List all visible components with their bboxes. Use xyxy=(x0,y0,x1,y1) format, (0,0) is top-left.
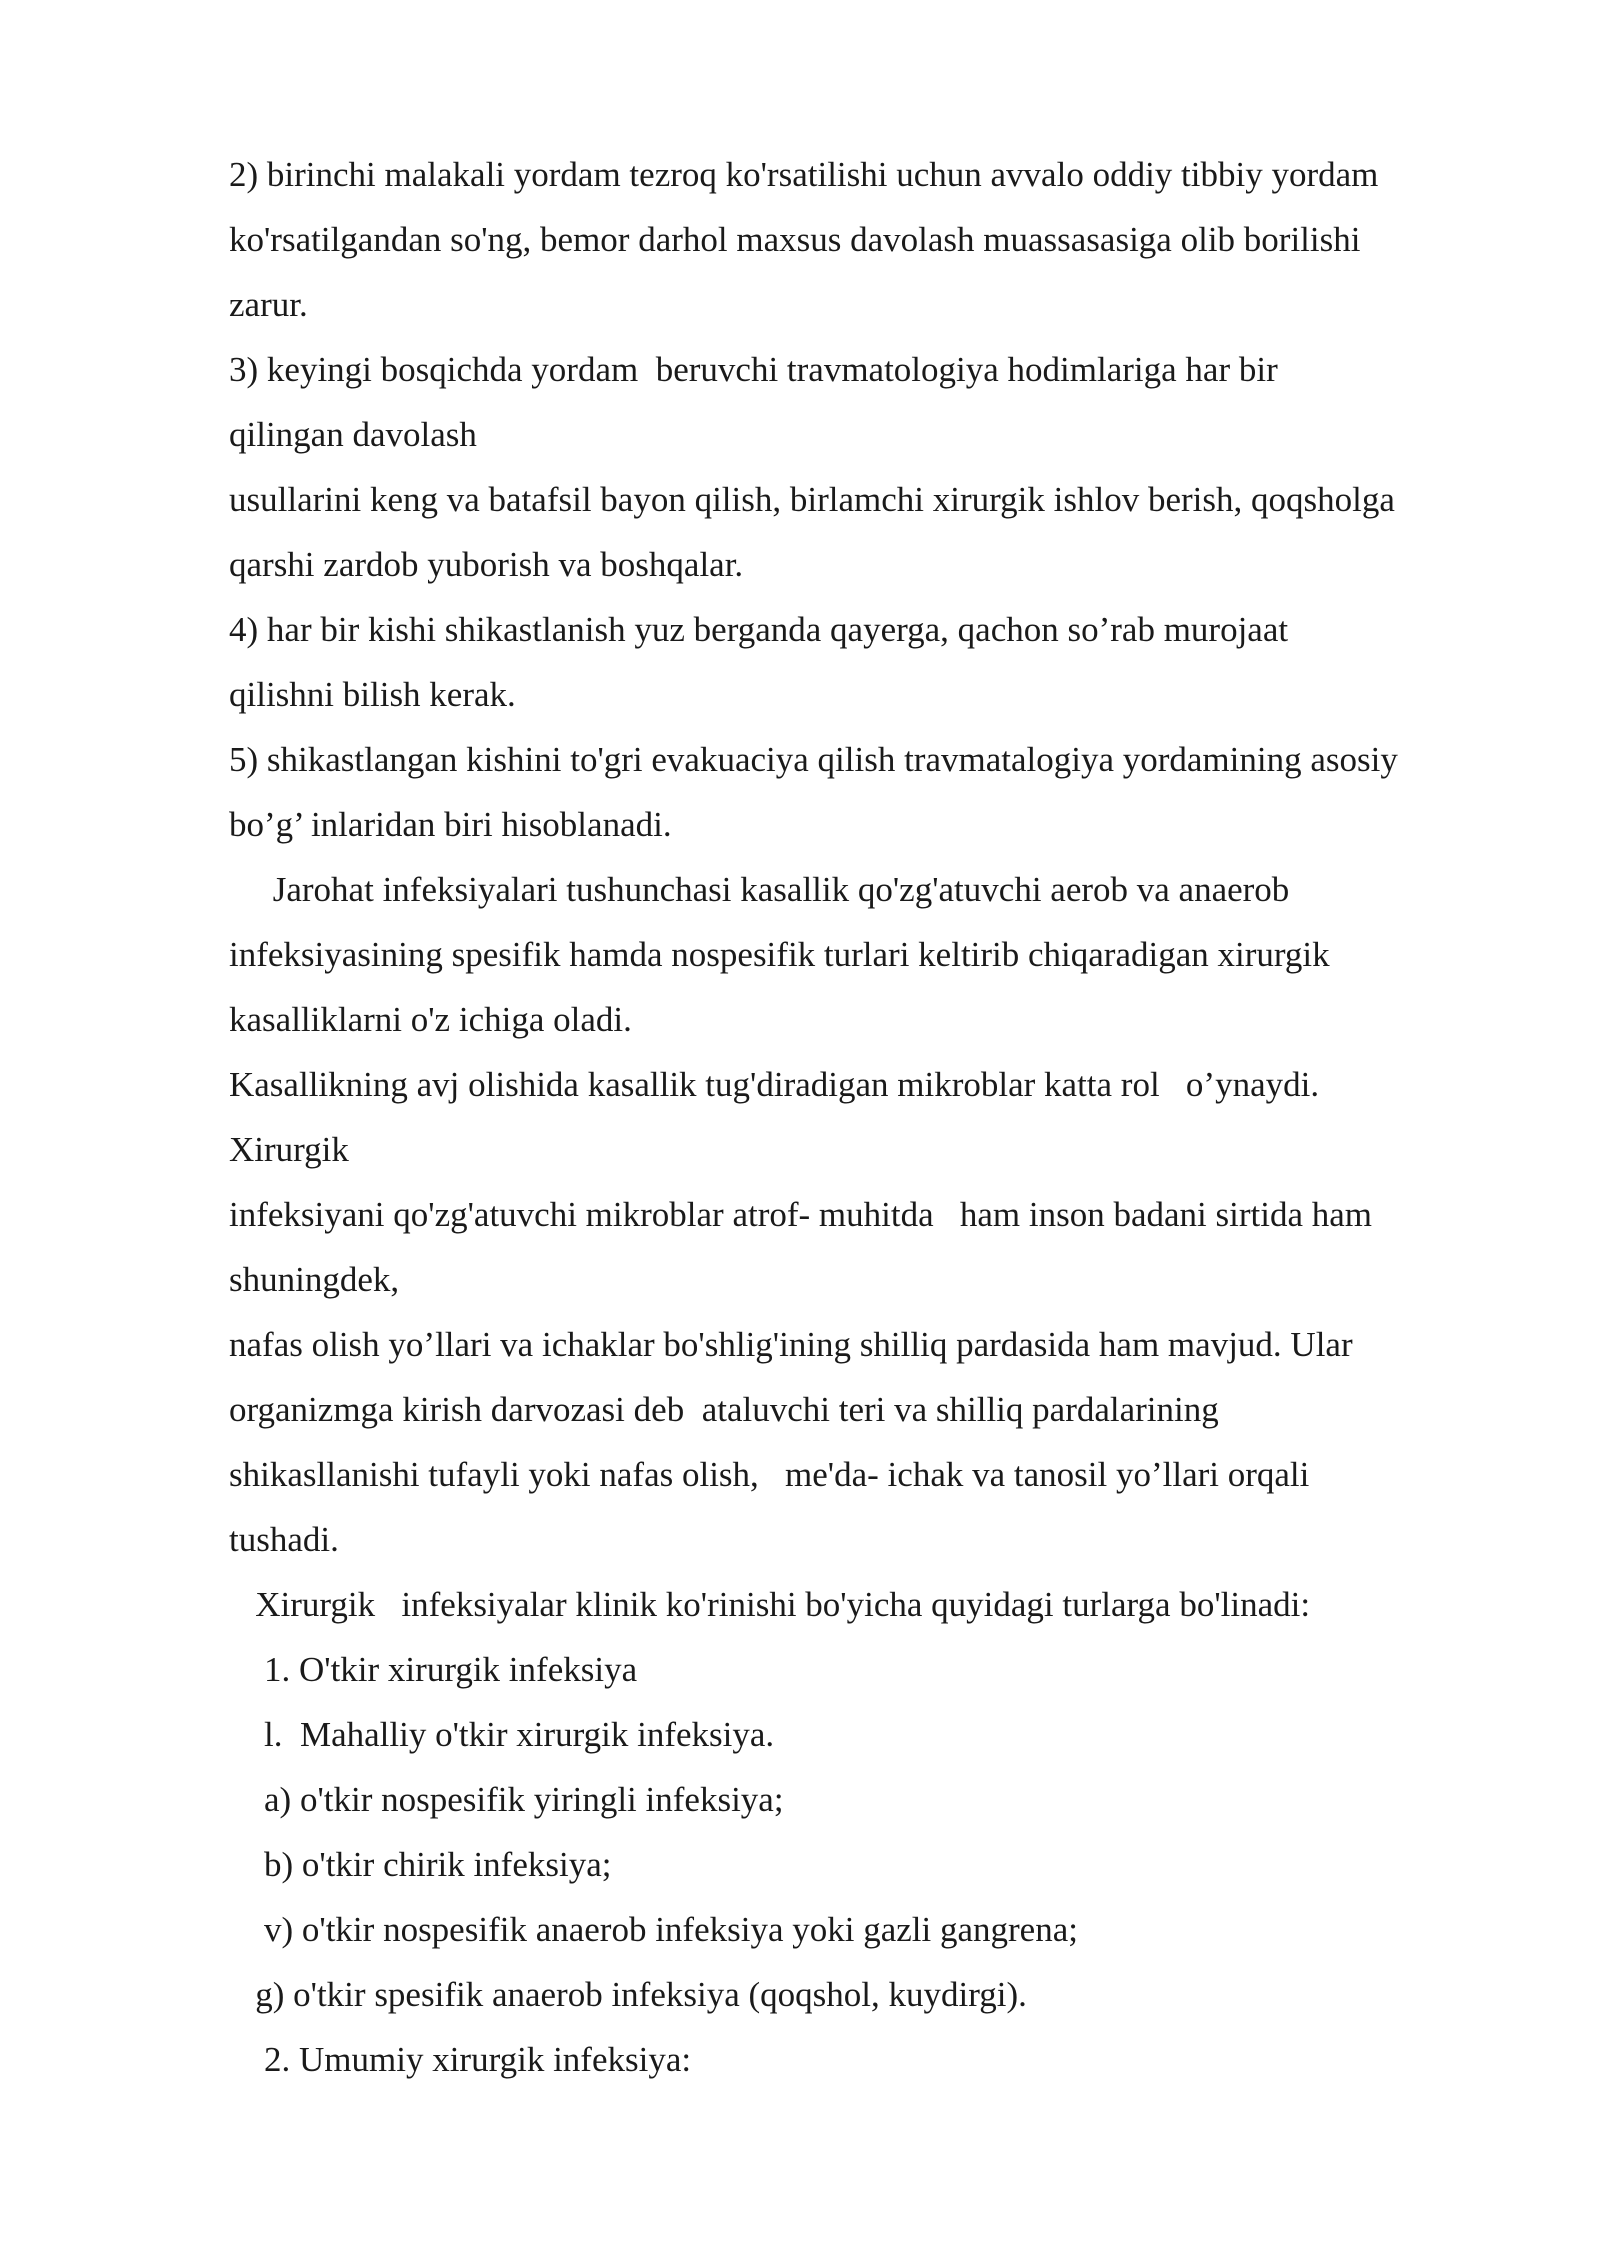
text-line: Xirurgik infeksiyalar klinik ko'rinishi bo'yicha quyidagi turlarga bo'linadi: xyxy=(229,1585,1311,1624)
text-line: 4) har bir kishi shikastlanish yuz berganda qayerga, qachon so’rab murojaat xyxy=(229,610,1289,649)
text-line: 1. O'tkir xirurgik infeksiya xyxy=(229,1650,638,1689)
text-line: infeksiyani qo'zg'atuvchi mikroblar atrof- muhitda ham inson badani sirtida ham xyxy=(229,1195,1373,1234)
text-line: tushadi. xyxy=(229,1520,339,1559)
text-line: shuningdek, xyxy=(229,1260,400,1299)
text-line: Xirurgik xyxy=(229,1130,349,1169)
text-line: infeksiyasining spesifik hamda nospesifik turlari keltirib chiqaradigan xirurgik xyxy=(229,935,1330,974)
text-line: Jarohat infeksiyalari tushunchasi kasallik qo'zg'atuvchi aerob va anaerob xyxy=(229,870,1290,909)
text-line: ko'rsatilgandan so'ng, bemor darhol maxsus davolash muassasasiga olib borilishi xyxy=(229,220,1361,259)
text-line: usullarini keng va batafsil bayon qilish, birlamchi xirurgik ishlov berish, qoqsholga xyxy=(229,480,1395,519)
text-line: 2. Umumiy xirurgik infeksiya: xyxy=(229,2040,692,2079)
text-line: nafas olish yo’llari va ichaklar bo'shlig'ining shilliq pardasida ham mavjud. Ular xyxy=(229,1325,1353,1364)
text-line: qilingan davolash xyxy=(229,415,477,454)
text-line: shikasllanishi tufayli yoki nafas olish, me'da- ichak va tanosil yo’llari orqali xyxy=(229,1455,1310,1494)
text-line: 2) birinchi malakali yordam tezroq ko'rsatilishi uchun avvalo oddiy tibbiy yordam xyxy=(229,155,1379,194)
text-line: 5) shikastlangan kishini to'gri evakuaciya qilish travmatalogiya yordamining asosiy xyxy=(229,740,1398,779)
text-line: Kasallikning avj olishida kasallik tug'diradigan mikroblar katta rol o’ynaydi. xyxy=(229,1065,1320,1104)
text-line: qilishni bilish kerak. xyxy=(229,675,516,714)
text-line: organizmga kirish darvozasi deb ataluvchi teri va shilliq pardalarining xyxy=(229,1390,1219,1429)
text-line: 3) keyingi bosqichda yordam beruvchi travmatologiya hodimlariga har bir xyxy=(229,350,1278,389)
text-line: b) o'tkir chirik infeksiya; xyxy=(229,1845,612,1884)
text-line: bo’g’ inlaridan biri hisoblanadi. xyxy=(229,805,672,844)
text-line: zarur. xyxy=(229,285,308,324)
text-line: g) o'tkir spesifik anaerob infeksiya (qoqshol, kuydirgi). xyxy=(229,1975,1027,2014)
text-line: v) o'tkir nospesifik anaerob infeksiya yoki gazli gangrena; xyxy=(229,1910,1078,1949)
text-line: qarshi zardob yuborish va boshqalar. xyxy=(229,545,744,584)
text-line: a) o'tkir nospesifik yiringli infeksiya; xyxy=(229,1780,784,1819)
text-line: kasalliklarni o'z ichiga oladi. xyxy=(229,1000,632,1039)
text-line: l. Mahalliy o'tkir xirurgik infeksiya. xyxy=(229,1715,775,1754)
